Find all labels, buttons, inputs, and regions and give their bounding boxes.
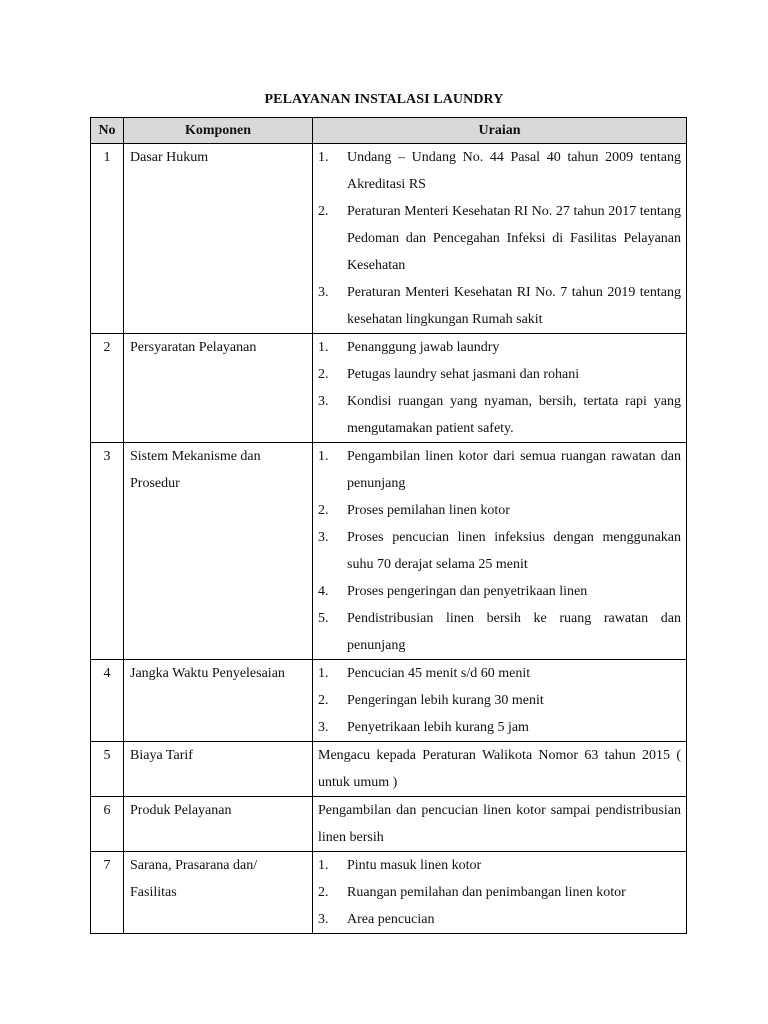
list-item [318, 714, 681, 741]
list-item-text: Penanggung jawab laundry [347, 340, 500, 355]
header-no: No [91, 118, 124, 144]
table-row [91, 334, 687, 443]
list-item [318, 279, 681, 333]
page-title: PELAYANAN INSTALASI LAUNDRY [264, 92, 504, 107]
list-item-number: 1. [318, 150, 329, 165]
table-header-row [91, 118, 687, 144]
list-item [318, 198, 681, 279]
row-komponen: Sarana, Prasarana dan/ Fasilitas [124, 852, 313, 934]
row-number: 7 [91, 852, 124, 934]
header-uraian: Uraian [313, 118, 687, 144]
service-table [90, 117, 687, 934]
header-komponen: Komponen [124, 118, 313, 144]
row-number: 5 [91, 742, 124, 797]
row-komponen: Dasar Hukum [124, 144, 313, 334]
list-item-text: Pengambilan linen kotor dari semua ruangan rawatan dan penunjang [347, 449, 681, 491]
list-item-number: 5. [318, 611, 329, 626]
list-item-number: 3. [318, 394, 329, 409]
list-item-text: Petugas laundry sehat jasmani dan rohani [347, 367, 580, 382]
list-item [318, 334, 681, 361]
list-item-number: 1. [318, 340, 329, 355]
list-item-number: 2. [318, 693, 329, 708]
row-number: 6 [91, 797, 124, 852]
list-item-number: 2. [318, 885, 329, 900]
list-item-number: 3. [318, 285, 329, 300]
list-item-text: Pendistribusian linen bersih ke ruang rawatan dan penunjang [347, 611, 681, 653]
list-item [318, 497, 681, 524]
list-item-number: 4. [318, 584, 329, 599]
list-item-text: Ruangan pemilahan dan penimbangan linen kotor [347, 885, 626, 900]
list-item [318, 388, 681, 442]
row-komponen: Biaya Tarif [124, 742, 313, 797]
row-uraian [313, 660, 687, 742]
table-row [91, 742, 687, 797]
row-uraian [313, 852, 687, 934]
list-item-text: Undang – Undang No. 44 Pasal 40 tahun 2009 tentang Akreditasi RS [347, 150, 681, 192]
list-item [318, 906, 681, 933]
row-number: 2 [91, 334, 124, 443]
list-item-text: Kondisi ruangan yang nyaman, bersih, tertata rapi yang mengutamakan patient safety. [347, 394, 681, 436]
list-item [318, 524, 681, 578]
list-item-text: Penyetrikaan lebih kurang 5 jam [347, 720, 529, 735]
list-item [318, 605, 681, 659]
list-item-number: 2. [318, 503, 329, 518]
list-item-text: Proses pemilahan linen kotor [347, 503, 510, 518]
list-item-number: 1. [318, 449, 329, 464]
list-item-number: 2. [318, 204, 329, 219]
row-number: 3 [91, 443, 124, 660]
table-row [91, 660, 687, 742]
list-item-text: Pintu masuk linen kotor [347, 858, 482, 873]
row-uraian [313, 797, 687, 852]
row-komponen: Sistem Mekanisme dan Prosedur [124, 443, 313, 660]
list-item-number: 1. [318, 858, 329, 873]
list-item-text: Peraturan Menteri Kesehatan RI No. 7 tahun 2019 tentang kesehatan lingkungan Rumah sakit [347, 285, 681, 327]
list-item [318, 144, 681, 198]
table-row [91, 797, 687, 852]
table-row [91, 443, 687, 660]
list-item [318, 578, 681, 605]
list-item-text: Proses pengeringan dan penyetrikaan linen [347, 584, 588, 599]
row-uraian [313, 443, 687, 660]
list-item [318, 443, 681, 497]
row-number: 4 [91, 660, 124, 742]
row-uraian [313, 742, 687, 797]
list-item-number: 1. [318, 666, 329, 681]
row-description: Pengambilan dan pencucian linen kotor sampai pendistribusian linen bersih [318, 803, 681, 845]
list-item-text: Pencucian 45 menit s/d 60 menit [347, 666, 531, 681]
table-row [91, 852, 687, 934]
list-item [318, 879, 681, 906]
list-item [318, 852, 681, 879]
list-item [318, 687, 681, 714]
list-item-number: 3. [318, 720, 329, 735]
row-uraian [313, 144, 687, 334]
list-item [318, 361, 681, 388]
row-komponen: Persyaratan Pelayanan [124, 334, 313, 443]
row-description: Mengacu kepada Peraturan Walikota Nomor 63 tahun 2015 ( untuk umum ) [318, 748, 681, 790]
list-item-text: Area pencucian [347, 912, 435, 927]
list-item-number: 2. [318, 367, 329, 382]
row-number: 1 [91, 144, 124, 334]
list-item-number: 3. [318, 912, 329, 927]
row-komponen: Jangka Waktu Penyelesaian [124, 660, 313, 742]
row-uraian [313, 334, 687, 443]
list-item-text: Proses pencucian linen infeksius dengan menggunakan suhu 70 derajat selama 25 menit [347, 530, 681, 572]
table-row [91, 144, 687, 334]
list-item-text: Pengeringan lebih kurang 30 menit [347, 693, 544, 708]
row-komponen: Produk Pelayanan [124, 797, 313, 852]
list-item-number: 3. [318, 530, 329, 545]
list-item [318, 660, 681, 687]
list-item-text: Peraturan Menteri Kesehatan RI No. 27 tahun 2017 tentang Pedoman dan Pencegahan Infeksi di Fasilitas Pelayanan Kesehatan [347, 204, 681, 273]
